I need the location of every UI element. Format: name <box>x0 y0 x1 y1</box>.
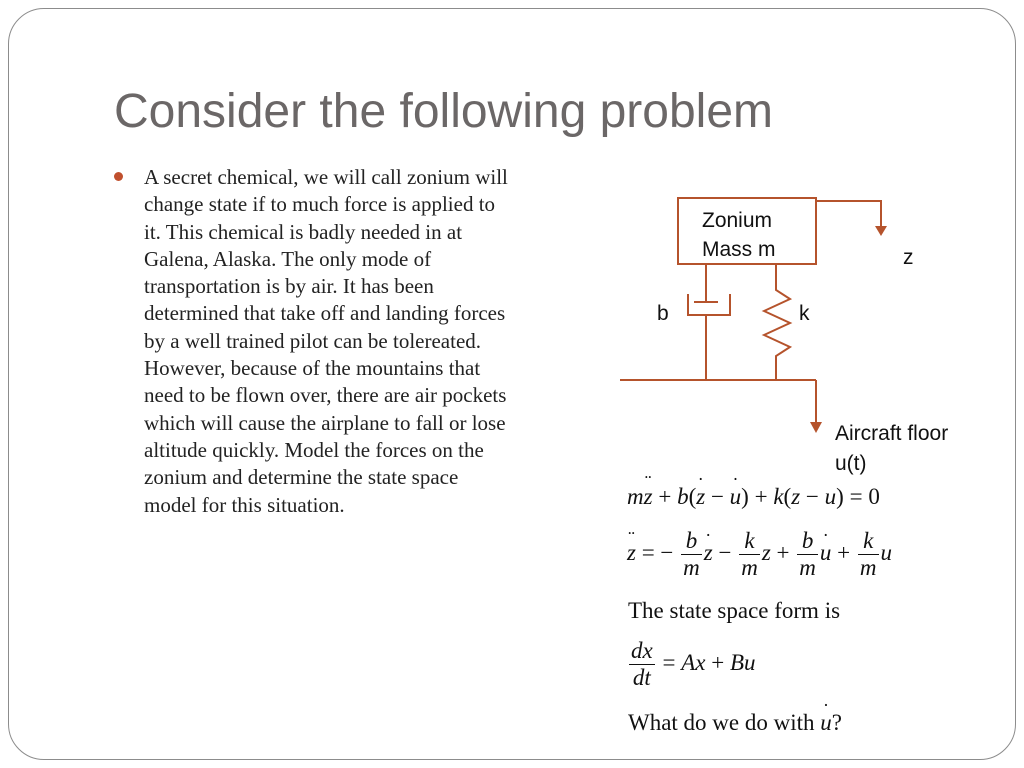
mass-label-line2: Mass m <box>702 238 776 261</box>
acceleration-equation: z ¨ = − $\frac{b}{m}$ z ˙ − $\frac{k}{m}$ z + $\frac{b}{m}$ u ˙ + $\frac{k}{m}$ u <box>627 528 892 581</box>
z-arrowhead-icon <box>875 226 887 236</box>
spring <box>764 264 790 380</box>
k-label: k <box>799 302 810 325</box>
floor-label-line2: u(t) <box>835 452 867 475</box>
floor-label-line1: Aircraft floor <box>835 422 949 445</box>
mass-label-line1: Zonium <box>702 209 773 232</box>
bullet-text: A secret chemical, we will call zonium will change state if to much force is applied to it. This chemical is badly needed in at Galena, Alaska. The only mode of transportation is by air. It has been determined that take off and landing forces by a well trained pilot can be tolereated. However, because of the mountains that need to be flown over, there are air pockets which will cause the airplane to fall or lose altitude quickly. Model the forces on the zonium and determine the state space model for this situation. <box>144 165 508 517</box>
b-label: b <box>657 302 669 325</box>
u-arrowhead-icon <box>810 422 822 433</box>
z-arrow-line <box>816 201 881 228</box>
state-space-equation: $\frac{dx}{dt}$ = Ax + Bu <box>631 638 756 690</box>
state-space-text: The state space form is <box>628 598 841 623</box>
slide-title: Consider the following problem <box>114 85 774 138</box>
damper-cylinder <box>688 294 730 315</box>
question-text: What do we do with u ˙? <box>628 710 842 736</box>
equation-of-motion: mz ¨ + b(z ˙ − u ˙) + k(z − u) = 0 <box>627 484 880 510</box>
z-label: z <box>903 246 914 269</box>
